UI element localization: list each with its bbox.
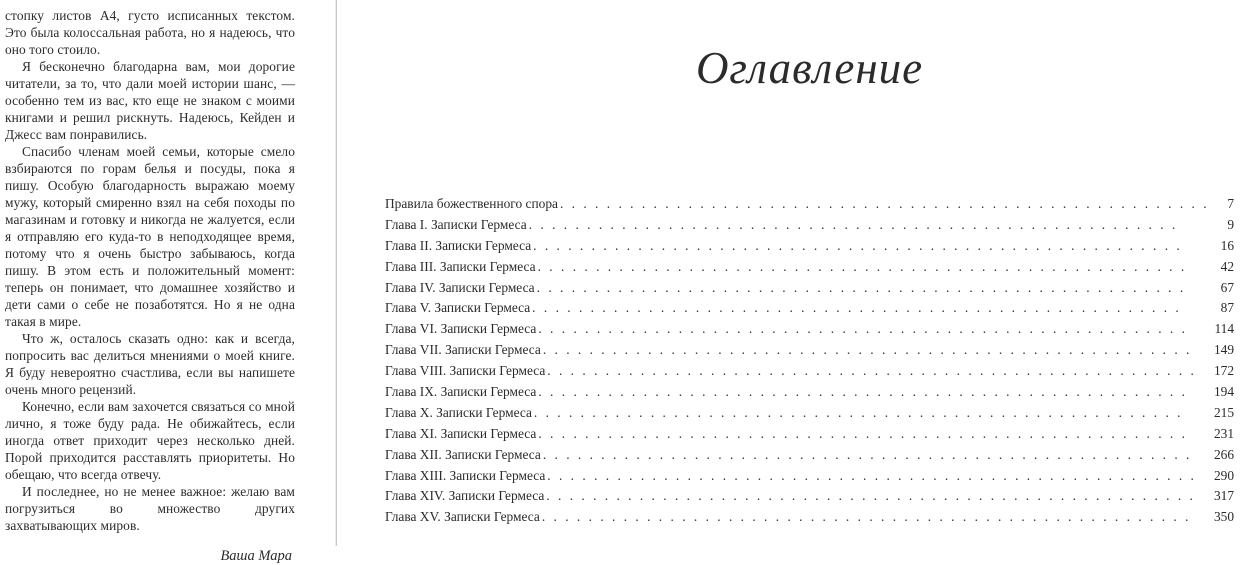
toc-entry-label: Глава XII. Записки Гермеса — [385, 446, 541, 462]
toc-entry[interactable] — [385, 217, 1234, 238]
toc-entry-label: Глава III. Записки Гермеса — [385, 258, 536, 274]
toc-dot-leader — [544, 488, 1211, 504]
toc-entry-label: Глава X. Записки Гермеса — [385, 404, 532, 420]
toc-entry-page: 42 — [1220, 258, 1235, 274]
toc-list — [385, 196, 1234, 530]
paragraph: Конечно, если вам захочется связаться со мной лично, я тоже буду рада. Не обижайтесь, если иногда ответ приходит через несколько дней. Порой приходится расставлять приоритеты. Но обещаю, что всегда отвечу. — [5, 399, 295, 482]
toc-entry[interactable] — [385, 405, 1234, 426]
toc-entry-page: 9 — [1227, 216, 1235, 232]
toc-dot-leader — [545, 468, 1211, 484]
toc-entry[interactable] — [385, 259, 1234, 280]
toc-entry-page: 317 — [1213, 488, 1235, 504]
toc-entry-label: Глава XI. Записки Гермеса — [385, 425, 537, 441]
toc-entry-page: 87 — [1220, 300, 1235, 316]
toc-entry[interactable] — [385, 280, 1234, 301]
toc-dot-leader — [540, 509, 1211, 525]
toc-entry-page: 350 — [1213, 509, 1235, 525]
toc-dot-leader — [531, 238, 1211, 254]
toc-entry[interactable] — [385, 509, 1234, 530]
paragraph: стопку листов А4, густо исписанных текстом. Это была колоссальная работа, но я надеюсь, что оно того стоило. — [5, 8, 295, 57]
toc-entry[interactable] — [385, 426, 1234, 447]
toc-entry-label: Глава IV. Записки Гермеса — [385, 279, 535, 295]
toc-entry-label: Глава XIII. Записки Гермеса — [385, 467, 546, 483]
toc-entry-label: Глава XIV. Записки Гермеса — [385, 488, 545, 504]
toc-entry[interactable] — [385, 447, 1234, 468]
right-page — [337, 0, 1241, 546]
toc-entry-label: Глава V. Записки Гермеса — [385, 300, 531, 316]
toc-entry-label: Глава II. Записки Гермеса — [385, 237, 532, 253]
toc-entry-label: Глава VI. Записки Гермеса — [385, 321, 537, 337]
acknowledgments-text — [5, 7, 295, 534]
toc-dot-leader — [527, 217, 1211, 233]
toc-entry-page: 215 — [1213, 404, 1235, 420]
toc-entry[interactable] — [385, 384, 1234, 405]
toc-dot-leader — [530, 300, 1211, 316]
toc-entry-label: Глава VIII. Записки Гермеса — [385, 363, 546, 379]
toc-entry-label: Глава I. Записки Гермеса — [385, 216, 527, 232]
toc-dot-leader — [536, 384, 1211, 400]
toc-dot-leader — [541, 342, 1211, 358]
toc-entry[interactable] — [385, 196, 1234, 217]
toc-entry[interactable] — [385, 363, 1234, 384]
toc-dot-leader — [541, 447, 1211, 463]
toc-dot-leader — [536, 426, 1211, 442]
toc-entry-label: Глава XV. Записки Гермеса — [385, 509, 540, 525]
toc-entry[interactable] — [385, 488, 1234, 509]
toc-dot-leader — [558, 196, 1211, 212]
toc-entry[interactable] — [385, 321, 1234, 342]
toc-entry-page: 194 — [1213, 384, 1235, 400]
toc-dot-leader — [536, 259, 1211, 275]
toc-dot-leader — [536, 321, 1211, 337]
toc-title: Оглавление — [695, 43, 924, 93]
toc-entry-page: 114 — [1214, 321, 1235, 337]
toc-entry-page: 149 — [1213, 342, 1235, 358]
toc-entry[interactable] — [385, 342, 1234, 363]
toc-entry-page: 16 — [1220, 237, 1235, 253]
toc-entry-label: Глава IX. Записки Гермеса — [385, 384, 537, 400]
toc-entry-page: 290 — [1213, 467, 1235, 483]
toc-dot-leader — [545, 363, 1211, 379]
toc-entry[interactable] — [385, 468, 1234, 489]
toc-entry[interactable] — [385, 238, 1234, 259]
paragraph: И последнее, но не менее важное: желаю вам погрузиться во множество других захватывающих миров. — [5, 484, 295, 533]
left-page — [0, 0, 336, 564]
toc-entry-label: Глава VII. Записки Гермеса — [385, 342, 541, 358]
toc-entry-page: 231 — [1213, 425, 1235, 441]
toc-entry-page: 266 — [1213, 446, 1235, 462]
toc-entry[interactable] — [385, 300, 1234, 321]
toc-entry-label: Правила божественного спора — [385, 196, 558, 211]
toc-entry-page: 7 — [1227, 196, 1235, 211]
toc-dot-leader — [535, 280, 1211, 296]
toc-dot-leader — [532, 405, 1211, 421]
paragraph: Я бесконечно благодарна вам, мои дорогие читатели, за то, что дали моей истории шанс, — особенно тем из вас, кто еще не знаком с моими книгами и решил рискнуть. Надеюсь, Кейден и Джесс вам понравились. — [5, 59, 295, 142]
toc-entry-page: 172 — [1213, 363, 1235, 379]
toc-entry-page: 67 — [1220, 279, 1235, 295]
author-signature: Ваша Мара — [220, 548, 292, 564]
paragraph: Спасибо членам моей семьи, которые смело взбираются по горам белья и посуды, пока я пишу. Особую благодарность выражаю моему мужу, который смиренно взял на себя походы по магазинам и готовку и никогда не жалуется, если я отправляю его куда-то в неподходящее время, потому что я очень быстро забываюсь, когда пишу. В этом есть и положительный момент: теперь он понимает, что домашнее хозяйство и дети сами о себе не позаботятся. Но я не одна такая в мире. — [5, 144, 295, 329]
paragraph: Что ж, осталось сказать одно: как и всегда, попросить вас делиться мнениями о моей книге. Я буду невероятно счастлива, если вы напишете очень много рецензий. — [5, 331, 295, 397]
